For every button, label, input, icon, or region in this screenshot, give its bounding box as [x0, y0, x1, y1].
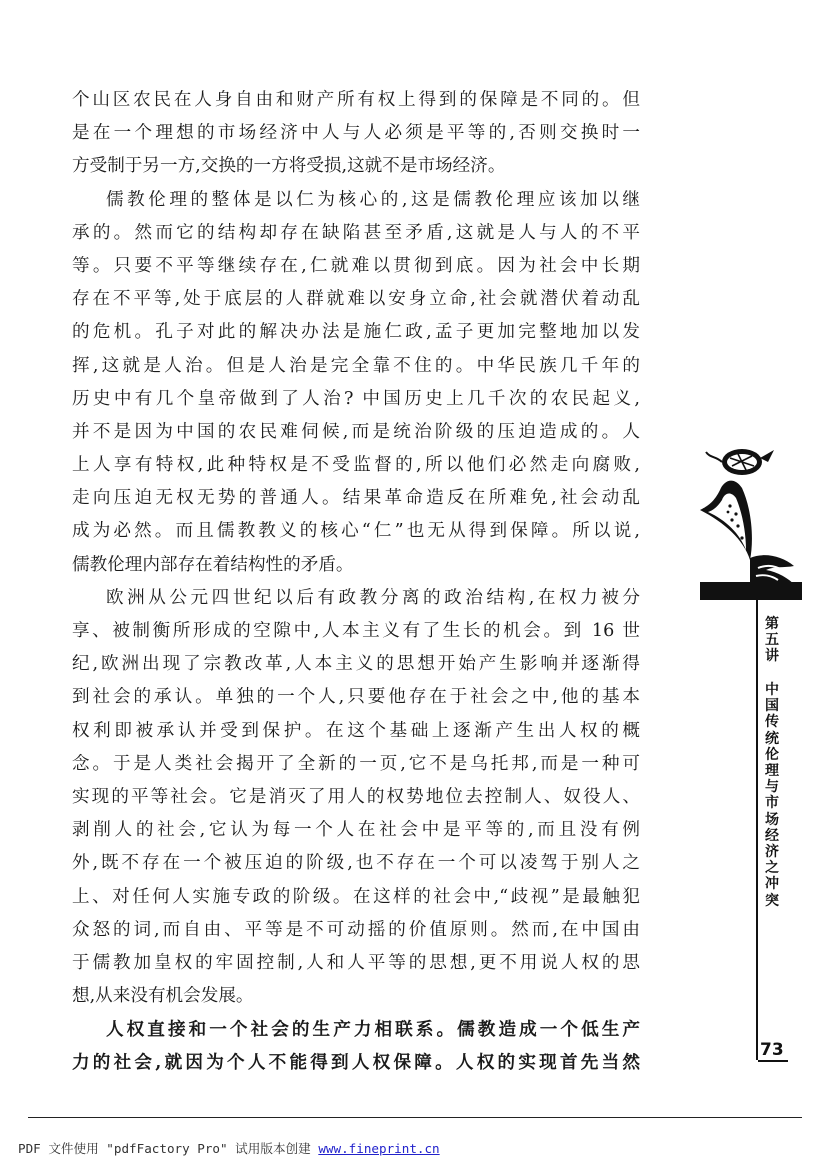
text-line: 承的。然而它的结构却存在缺陷甚至矛盾,这就是人与人的不平 — [72, 222, 640, 243]
text-line: 外,既不存在一个被压迫的阶级,也不存在一个可以凌驾于别人之 — [72, 853, 640, 874]
text-line: 是在一个理想的市场经济中人与人必须是平等的,否则交换时一 — [72, 123, 640, 144]
text-line: 实现的平等社会。它是消灭了用人的权势地位去控制人、奴役人、 — [72, 786, 640, 807]
sidebar-divider — [756, 600, 758, 1060]
paragraph-start-line: 人权直接和一个社会的生产力相联系。儒教造成一个低生产 — [106, 1019, 640, 1041]
bird-ornament-icon — [694, 440, 802, 588]
text-line: 于儒教加皇权的牢固控制,人和人平等的思想,更不用说人权的思 — [72, 952, 640, 973]
paragraph-start-line: 儒教伦理的整体是以仁为核心的,这是儒教伦理应该加以继 — [106, 189, 640, 210]
text-line: 剥削人的社会,它认为每一个人在社会中是平等的,而且没有例 — [72, 820, 640, 841]
text-line: 的危机。孔子对此的解决办法是施仁政,孟子更加完整地加以发 — [72, 322, 640, 343]
text-line: 上人享有特权,此种特权是不受监督的,所以他们必然走向腐败, — [72, 455, 640, 476]
text-line: 儒教伦理内部存在着结构性的矛盾。 — [72, 554, 354, 575]
text-line: 上、对任何人实施专政的阶级。在这样的社会中,“歧视”是最触犯 — [72, 886, 640, 907]
text-line: 个山区农民在人身自由和财产所有权上得到的保障是不同的。但 — [72, 90, 640, 110]
text-line: 享、被制衡所形成的空隙中,人本主义有了生长的机会。到 16 世 — [72, 621, 640, 641]
text-line: 走向压迫无权无势的普通人。结果革命造反在所难免,社会动乱 — [72, 488, 640, 509]
footer-text: PDF 文件使用 "pdfFactory Pro" 试用版本创建 — [18, 1141, 319, 1156]
text-line: 念。于是人类社会揭开了全新的一页,它不是乌托邦,而是一种可 — [72, 753, 640, 774]
body-text — [72, 84, 640, 1080]
lecture-number: 第五讲 — [765, 616, 779, 665]
footer-link[interactable]: www.fineprint.cn — [318, 1141, 440, 1156]
bottom-divider — [28, 1117, 802, 1118]
text-line: 权利即被承认并受到保护。在这个基础上逐渐产生出人权的概 — [72, 720, 640, 741]
text-line: 历史中有几个皇帝做到了人治? 中国历史上几千次的农民起义, — [72, 388, 640, 409]
text-line: 众怒的词,而自由、平等是不可动摇的价值原则。然而,在中国由 — [72, 919, 640, 940]
text-line: 想,从来没有机会发展。 — [72, 986, 254, 1007]
text-line: 力的社会,就因为个人不能得到人权保障。人权的实现首先当然 — [72, 1052, 640, 1074]
footer — [18, 1138, 440, 1157]
page-number: 73 — [760, 1040, 784, 1060]
page-number-underline — [758, 1060, 788, 1062]
text-line: 成为必然。而且儒教教义的核心“仁”也无从得到保障。所以说, — [72, 521, 640, 542]
text-line: 并不是因为中国的农民难伺候,而是统治阶级的压迫造成的。人 — [72, 421, 640, 442]
paragraph-start-line: 欧洲从公元四世纪以后有政教分离的政治结构,在权力被分 — [106, 587, 640, 608]
chapter-title: 中国传统伦理与市场经济之冲突 — [765, 682, 779, 909]
text-line: 存在不平等,处于底层的人群就难以安身立命,社会就潜伏着动乱 — [72, 289, 640, 310]
sidebar-bar — [700, 582, 802, 600]
text-line: 纪,欧洲出现了宗教改革,人本主义的思想开始产生影响并逐渐得 — [72, 654, 640, 675]
text-line: 等。只要不平等继续存在,仁就难以贯彻到底。因为社会中长期 — [72, 255, 640, 276]
text-line: 挥,这就是人治。但是人治是完全靠不住的。中华民族几千年的 — [72, 355, 640, 376]
text-line: 方受制于另一方,交换的一方将受损,这就不是市场经济。 — [72, 156, 506, 177]
text-line: 到社会的承认。单独的一个人,只要他存在于社会之中,他的基本 — [72, 687, 640, 708]
